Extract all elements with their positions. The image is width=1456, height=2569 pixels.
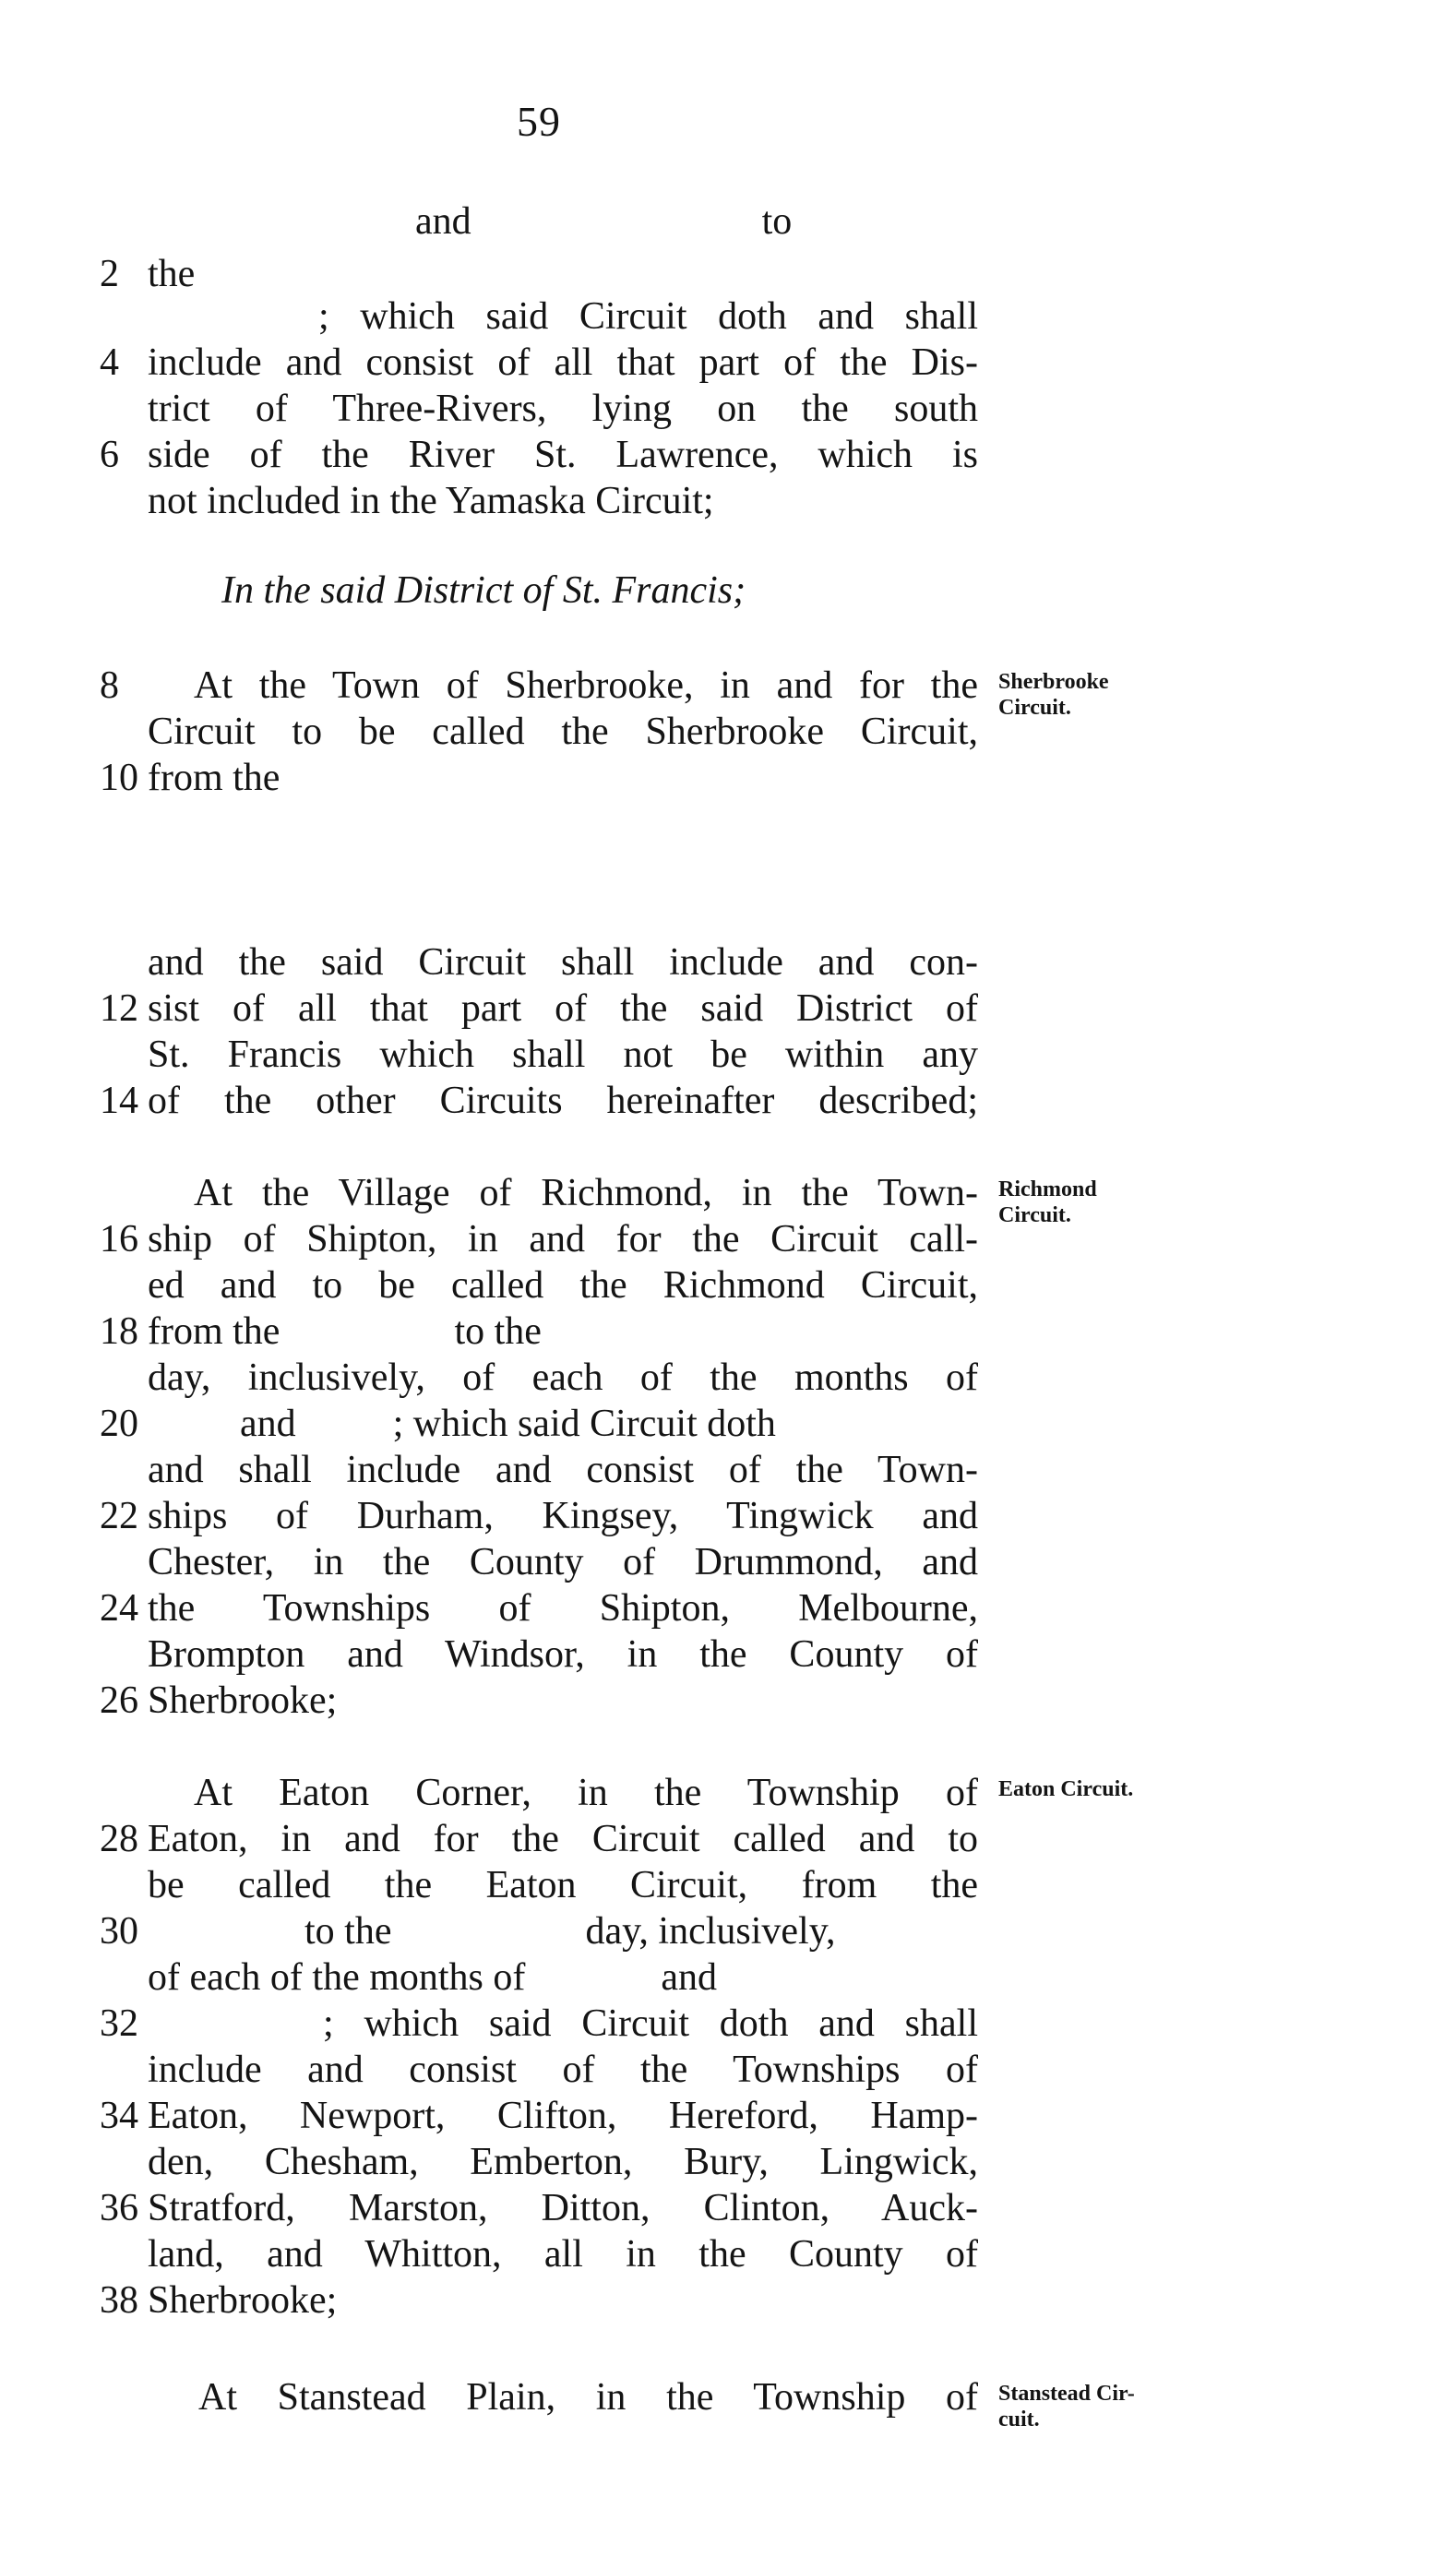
line-number: 2 — [100, 253, 119, 295]
text-line: Eaton, in and for the Circuit called and to — [148, 1818, 978, 1860]
text-line: Brompton and Windsor, in the County of — [148, 1633, 978, 1676]
text-line: day, inclusively, of each of the months of — [148, 1356, 978, 1399]
text-line: At Eaton Corner, in the Township of — [194, 1772, 978, 1814]
text-line: ed and to be called the Richmond Circuit, — [148, 1264, 978, 1307]
text-line: ; which said Circuit doth and shall — [318, 295, 978, 338]
text-line: trict of Three-Rivers, lying on the south — [148, 388, 978, 430]
text-line: den, Chesham, Emberton, Bury, Lingwick, — [148, 2141, 978, 2183]
line-number: 4 — [100, 341, 119, 384]
text-line: and the said Circuit shall include and con- — [148, 941, 978, 984]
text-line: be called the Eaton Circuit, from the — [148, 1864, 978, 1906]
line-number: 38 — [100, 2279, 138, 2322]
text-line: include and consist of the Townships of — [148, 2049, 978, 2091]
text-line: Circuit to be called the Sherbrooke Circuit, — [148, 711, 978, 753]
margin-note: Sherbrooke Circuit. — [998, 670, 1109, 720]
line-number: 18 — [100, 1310, 138, 1353]
text-line: side of the River St. Lawrence, which is — [148, 434, 978, 476]
line-number: 6 — [100, 434, 119, 476]
text-line: At Stanstead Plain, in the Township of — [198, 2376, 978, 2419]
text-line: land, and Whitton, all in the County of — [148, 2233, 978, 2276]
text-line: not included in the Yamaska Circuit; — [148, 480, 714, 522]
section-heading: In the said District of St. Francis; — [221, 569, 746, 612]
text-line: sist of all that part of the said District of — [148, 987, 978, 1030]
text-line: Stratford, Marston, Ditton, Clinton, Auck- — [148, 2187, 978, 2229]
text-line: and ; which said Circuit doth — [240, 1403, 776, 1445]
text-line: At the Town of Sherbrooke, in and for the — [194, 664, 978, 707]
text-line: the — [148, 253, 196, 295]
text-line: and to — [415, 200, 793, 243]
text-line: to the day, inclusively, — [304, 1910, 836, 1953]
line-number: 10 — [100, 757, 138, 799]
line-number: 12 — [100, 987, 138, 1030]
text-line: ships of Durham, Kingsey, Tingwick and — [148, 1495, 978, 1537]
line-number: 36 — [100, 2187, 138, 2229]
text-line: Eaton, Newport, Clifton, Hereford, Hamp- — [148, 2095, 978, 2137]
margin-note: Richmond Circuit. — [998, 1177, 1097, 1227]
line-number: 8 — [100, 664, 119, 707]
text-line: from the to the — [148, 1310, 542, 1353]
line-number: 20 — [100, 1403, 138, 1445]
page-number: 59 — [517, 98, 561, 145]
line-number: 32 — [100, 2002, 138, 2045]
text-line: of the other Circuits hereinafter described; — [148, 1080, 978, 1122]
line-number: 16 — [100, 1218, 138, 1261]
line-number: 34 — [100, 2095, 138, 2137]
line-number: 24 — [100, 1587, 138, 1630]
text-line: Sherbrooke; — [148, 2279, 338, 2322]
line-number: 30 — [100, 1910, 138, 1953]
text-line: ship of Shipton, in and for the Circuit call- — [148, 1218, 978, 1261]
line-number: 26 — [100, 1679, 138, 1722]
text-line: from the — [148, 757, 280, 799]
text-line: At the Village of Richmond, in the Town- — [194, 1172, 978, 1214]
text-line: Chester, in the County of Drummond, and — [148, 1541, 978, 1583]
text-line: the Townships of Shipton, Melbourne, — [148, 1587, 978, 1630]
line-number: 22 — [100, 1495, 138, 1537]
margin-note: Eaton Circuit. — [998, 1777, 1134, 1801]
text-line: St. Francis which shall not be within any — [148, 1034, 978, 1076]
text-line: ; which said Circuit doth and shall — [323, 2002, 978, 2045]
text-line: of each of the months of and — [148, 1956, 718, 1999]
line-number: 14 — [100, 1080, 138, 1122]
text-line: include and consist of all that part of the Dis- — [148, 341, 978, 384]
text-line: and shall include and consist of the Town- — [148, 1449, 978, 1491]
line-number: 28 — [100, 1818, 138, 1860]
margin-note: Stanstead Cir- cuit. — [998, 2382, 1135, 2432]
text-line: Sherbrooke; — [148, 1679, 338, 1722]
